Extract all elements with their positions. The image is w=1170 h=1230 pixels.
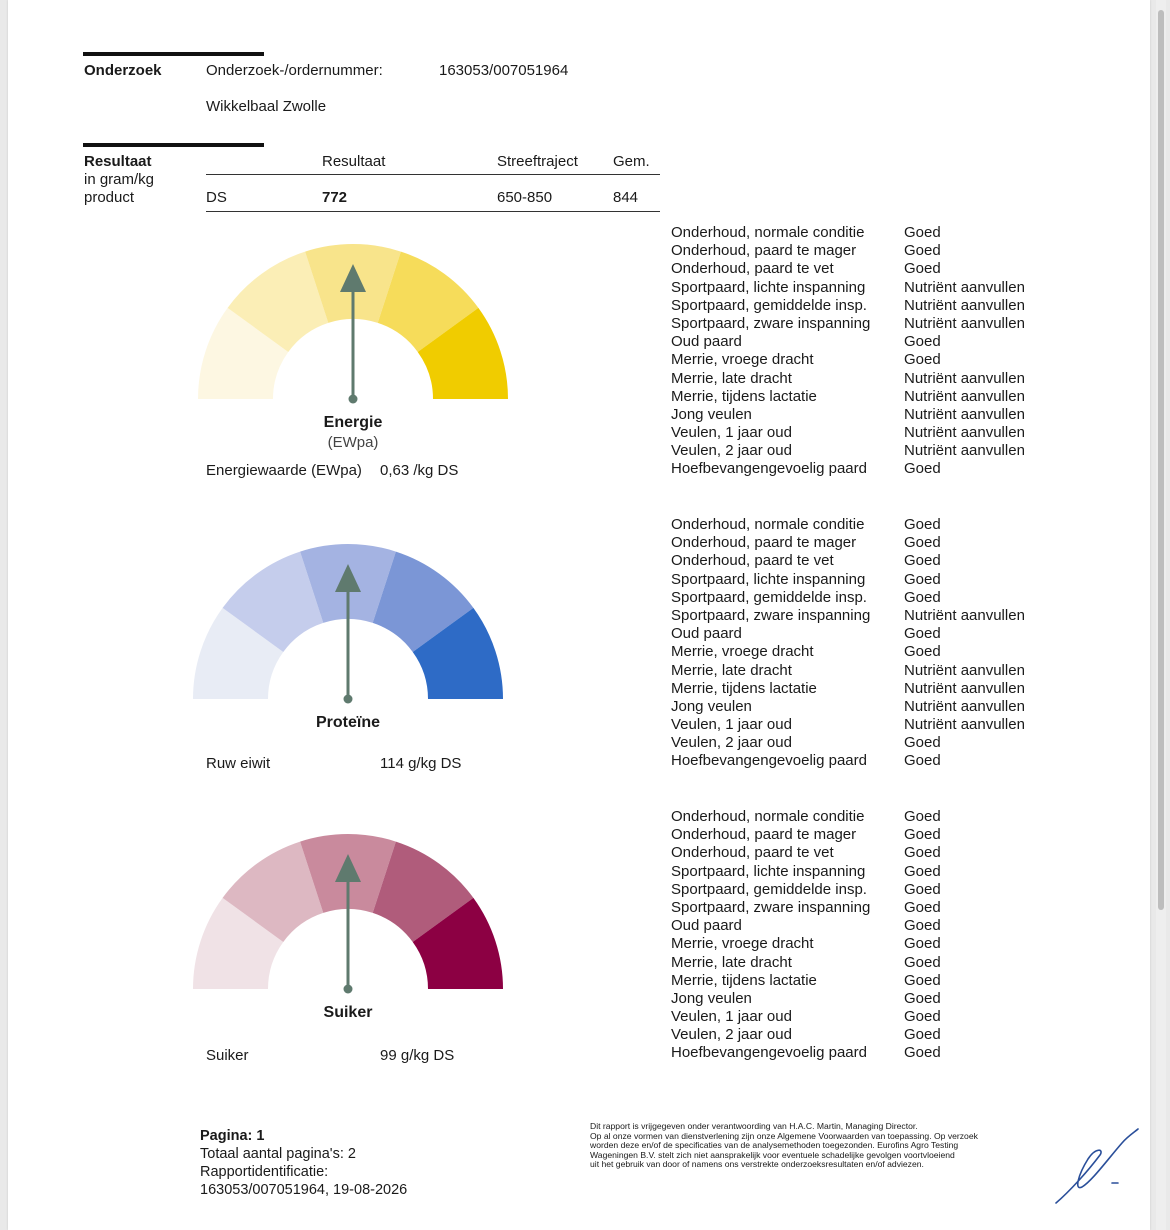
assessment-value: Goed (904, 588, 941, 606)
assessment-label: Sportpaard, zware inspanning (671, 898, 871, 916)
assessment-value: Goed (904, 917, 941, 935)
assessment-value: Goed (904, 552, 941, 570)
assessment-label: Jong veulen (671, 697, 752, 715)
assessment-label: Onderhoud, normale conditie (671, 224, 865, 241)
assessment-value: Goed (904, 643, 941, 661)
signature-icon (1048, 1125, 1143, 1210)
assessment-row (671, 1026, 1071, 1044)
sample-name: Wikkelbaal Zwolle (206, 98, 327, 115)
assessment-value: Goed (904, 898, 941, 916)
assessment-label: Hoefbevangengevoelig paard (671, 752, 867, 770)
assessment-row (671, 534, 1071, 552)
assessment-row (671, 698, 1071, 716)
assessment-label: Veulen, 2 jaar oud (671, 1026, 792, 1044)
assessment-value: Nutriënt aanvullen (904, 606, 1025, 624)
assessment-row (671, 351, 1071, 369)
assessment-row (671, 808, 1071, 826)
assessment-label: Onderhoud, paard te vet (671, 844, 834, 862)
protein-value-label: Ruw eiwit (206, 755, 271, 772)
report-id: 163053/007051964, 19-08-2026 (200, 1182, 408, 1198)
assessment-value: Goed (904, 826, 941, 844)
assessment-row (671, 1044, 1071, 1062)
assessment-label: Sportpaard, zware inspanning (671, 606, 871, 624)
assessment-label: Merrie, tijdens lactatie (671, 679, 817, 697)
report-id-label: Rapportidentificatie: (200, 1164, 329, 1180)
assessment-value: Goed (904, 971, 941, 989)
assessment-value: Nutriënt aanvullen (904, 424, 1025, 442)
section-label-resultaat: Resultaat (84, 153, 152, 170)
assessment-label: Sportpaard, gemiddelde insp. (671, 588, 867, 606)
assessment-row (671, 297, 1071, 315)
assessment-value: Goed (904, 351, 941, 369)
section-rule (83, 143, 264, 147)
energy-gauge-dial (193, 236, 513, 406)
assessment-label: Onderhoud, normale conditie (671, 808, 865, 825)
assessment-value: Goed (904, 625, 941, 643)
disclaimer-line: Wageningen B.V. stelt zich niet aansprakelijk voor eventuele schadelijke gevolgen voortvloeiend (590, 1149, 955, 1160)
order-number-label: Onderzoek-/ordernummer: (206, 62, 383, 79)
energy-value: 0,63 /kg DS (380, 462, 459, 479)
assessment-row (671, 899, 1071, 917)
assessment-row (671, 279, 1071, 297)
assessment-row (671, 552, 1071, 570)
assessment-label: Oud paard (671, 625, 742, 643)
assessment-row (671, 680, 1071, 698)
assessment-row (671, 625, 1071, 643)
assessment-value: Nutriënt aanvullen (904, 697, 1025, 715)
assessment-value: Goed (904, 534, 941, 552)
assessment-value: Goed (904, 224, 941, 241)
assessment-value: Nutriënt aanvullen (904, 679, 1025, 697)
assessment-row (671, 242, 1071, 260)
assessment-value: Goed (904, 862, 941, 880)
section-label-onderzoek: Onderzoek (84, 62, 162, 79)
disclaimer-line: uit het gebruik van door of namens ons verstrekte onderzoeksresultaten en/of adviezen. (590, 1159, 924, 1170)
disclaimer-line: Dit rapport is vrijgegeven onder verantwoording van H.A.C. Martin, Managing Director. (590, 1121, 918, 1131)
disclaimer-line: Op al onze vormen van dienstverlening zijn onze Algemene Voorwaarden van toepassing. Op verzoek (590, 1130, 978, 1141)
assessment-value: Nutriënt aanvullen (904, 296, 1025, 314)
gauge-needle-pivot (349, 395, 358, 404)
energy-assessment-list (671, 224, 1071, 479)
assessment-row (671, 607, 1071, 625)
order-number-value: 163053/007051964 (439, 62, 569, 79)
assessment-row (671, 826, 1071, 844)
unit-line-1: in gram/kg (84, 171, 155, 188)
assessment-row (671, 863, 1071, 881)
assessment-row (671, 1008, 1071, 1026)
sugar-value-label: Suiker (206, 1047, 249, 1064)
assessment-value: Goed (904, 734, 941, 752)
assessment-value: Goed (904, 333, 941, 351)
assessment-value: Goed (904, 460, 941, 478)
col-header-gem: Gem. (613, 153, 650, 170)
assessment-label: Merrie, late dracht (671, 661, 792, 679)
assessment-label: Onderhoud, paard te vet (671, 260, 834, 278)
energy-gauge-title: Energie (323, 414, 383, 431)
assessment-row (671, 734, 1071, 752)
assessment-label: Onderhoud, paard te mager (671, 534, 857, 552)
assessment-row (671, 752, 1071, 770)
assessment-row (671, 424, 1071, 442)
assessment-label: Merrie, vroege dracht (671, 935, 814, 953)
disclaimer (590, 1122, 1040, 1170)
assessment-label: Jong veulen (671, 989, 752, 1007)
assessment-label: Oud paard (671, 917, 742, 935)
assessment-value: Goed (904, 935, 941, 953)
energy-gauge-subtitle: (EWpa) (327, 434, 379, 451)
assessment-label: Merrie, tijdens lactatie (671, 387, 817, 405)
energy-gauge (193, 236, 513, 451)
assessment-label: Merrie, vroege dracht (671, 351, 814, 369)
sugar-value: 99 g/kg DS (380, 1047, 455, 1064)
assessment-value: Goed (904, 953, 941, 971)
protein-gauge-dial (188, 536, 508, 706)
assessment-value: Nutriënt aanvullen (904, 369, 1025, 387)
vertical-scrollbar[interactable] (1156, 0, 1166, 1230)
assessment-row (671, 388, 1071, 406)
protein-value: 114 g/kg DS (380, 755, 462, 772)
assessment-value: Goed (904, 570, 941, 588)
sugar-gauge-title: Suiker (323, 1004, 373, 1021)
assessment-value: Goed (904, 844, 941, 862)
assessment-label: Hoefbevangengevoelig paard (671, 460, 867, 478)
table-rule (206, 174, 660, 175)
disclaimer-line: worden deze en/of de specificaties van de analysemethoden toegezonden. Eurofins Agro Testing (590, 1140, 959, 1151)
assessment-label: Merrie, tijdens lactatie (671, 971, 817, 989)
result-row-name: DS (206, 189, 227, 206)
assessment-row (671, 954, 1071, 972)
sugar-gauge (188, 826, 508, 1026)
assessment-label: Merrie, late dracht (671, 369, 792, 387)
assessment-value: Goed (904, 1026, 941, 1044)
assessment-row (671, 643, 1071, 661)
sugar-gauge-dial (188, 826, 508, 996)
assessment-row (671, 315, 1071, 333)
assessment-row (671, 972, 1071, 990)
assessment-label: Jong veulen (671, 405, 752, 423)
assessment-value: Goed (904, 1008, 941, 1026)
assessment-label: Hoefbevangengevoelig paard (671, 1044, 867, 1062)
assessment-label: Sportpaard, gemiddelde insp. (671, 296, 867, 314)
assessment-value: Nutriënt aanvullen (904, 716, 1025, 734)
assessment-row (671, 935, 1071, 953)
assessment-row (671, 224, 1071, 242)
assessment-value: Goed (904, 1044, 941, 1062)
assessment-label: Onderhoud, paard te mager (671, 826, 857, 844)
assessment-value: Goed (904, 880, 941, 898)
assessment-value: Goed (904, 516, 941, 533)
total-pages: Totaal aantal pagina's: 2 (200, 1146, 356, 1162)
result-row-value: 772 (322, 189, 348, 206)
protein-gauge-title: Proteïne (315, 714, 380, 731)
assessment-value: Goed (904, 752, 941, 770)
result-row-range: 650-850 (497, 189, 553, 206)
assessment-row (671, 516, 1071, 534)
assessment-row (671, 716, 1071, 734)
assessment-value: Goed (904, 242, 941, 260)
assessment-row (671, 442, 1071, 460)
protein-gauge (188, 536, 508, 736)
assessment-row (671, 571, 1071, 589)
report-page (8, 0, 1150, 1230)
assessment-label: Onderhoud, normale conditie (671, 516, 865, 533)
gauge-needle-pivot (344, 985, 353, 994)
assessment-row (671, 990, 1071, 1008)
protein-assessment-list (671, 516, 1071, 771)
assessment-row (671, 460, 1071, 478)
assessment-label: Sportpaard, lichte inspanning (671, 570, 866, 588)
assessment-value: Goed (904, 989, 941, 1007)
col-header-resultaat: Resultaat (322, 153, 386, 170)
assessment-row (671, 881, 1071, 899)
assessment-label: Veulen, 2 jaar oud (671, 442, 792, 460)
energy-value-label: Energiewaarde (EWpa) (206, 462, 362, 479)
assessment-value: Goed (904, 808, 941, 825)
assessment-label: Sportpaard, lichte inspanning (671, 862, 866, 880)
footer-page-info (200, 1127, 407, 1199)
assessment-row (671, 917, 1071, 935)
assessment-label: Merrie, vroege dracht (671, 643, 814, 661)
assessment-value: Nutriënt aanvullen (904, 405, 1025, 423)
assessment-label: Veulen, 2 jaar oud (671, 734, 792, 752)
assessment-row (671, 333, 1071, 351)
assessment-label: Sportpaard, lichte inspanning (671, 278, 866, 296)
assessment-row (671, 406, 1071, 424)
assessment-label: Veulen, 1 jaar oud (671, 1008, 792, 1026)
page-number: Pagina: 1 (200, 1128, 265, 1144)
assessment-row (671, 260, 1071, 278)
table-rule (206, 211, 660, 212)
assessment-row (671, 370, 1071, 388)
assessment-label: Onderhoud, paard te mager (671, 242, 857, 260)
assessment-row (671, 844, 1071, 862)
assessment-label: Veulen, 1 jaar oud (671, 716, 792, 734)
col-header-streeftraject: Streeftraject (497, 153, 578, 170)
result-row-avg: 844 (613, 189, 639, 206)
assessment-value: Nutriënt aanvullen (904, 387, 1025, 405)
assessment-value: Nutriënt aanvullen (904, 278, 1025, 296)
assessment-label: Merrie, late dracht (671, 953, 792, 971)
unit-line-2: product (84, 189, 135, 206)
scrollbar-thumb[interactable] (1158, 10, 1164, 910)
assessment-row (671, 589, 1071, 607)
section-rule (83, 52, 264, 56)
sugar-assessment-list (671, 808, 1071, 1063)
assessment-value: Nutriënt aanvullen (904, 661, 1025, 679)
assessment-label: Onderhoud, paard te vet (671, 552, 834, 570)
assessment-label: Sportpaard, gemiddelde insp. (671, 880, 867, 898)
assessment-label: Veulen, 1 jaar oud (671, 424, 792, 442)
assessment-value: Nutriënt aanvullen (904, 442, 1025, 460)
assessment-label: Sportpaard, zware inspanning (671, 314, 871, 332)
assessment-row (671, 662, 1071, 680)
gauge-needle-pivot (344, 695, 353, 704)
assessment-value: Goed (904, 260, 941, 278)
assessment-label: Oud paard (671, 333, 742, 351)
assessment-value: Nutriënt aanvullen (904, 314, 1025, 332)
